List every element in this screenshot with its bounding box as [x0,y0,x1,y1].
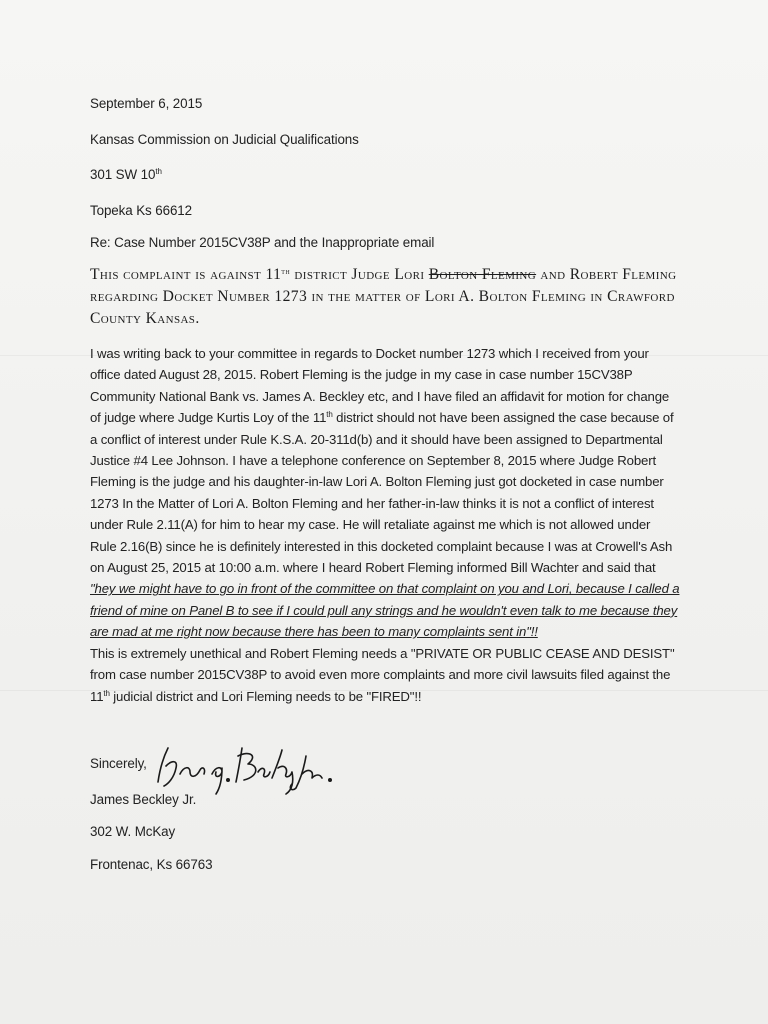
body1-text-b: district should not have been assigned the case because of a conflict of interest under Rule K.S.A. 20-311d(b) and it should have been assigned to Departmental Justice #4 Lee Johnson. I have a telephone conference on September 8, 2015 where Judge Robert Fleming is the judge and his daughter-in-law Lori A. Bolton Fleming just got docketed in case number 1273 In the Matter of Lori A. Bolton Fleming and her father-in-law thinks it is not a conflict of interest under Rule 2.11(A) for him to hear my case. He will retaliate against me which is not allowed under Rule 2.16(B) since he is definitely interested in this docketed complaint because I was at Crowell's Ash on August 25, 2015 at 10:00 a.m. where I heard Robert Fleming informed Bill Wachter and said that [90,410,674,576]
heading-sup: th [281,267,291,276]
letter-date: September 6, 2015 [90,96,203,111]
handwritten-signature [146,738,346,798]
sender-name: James Beckley Jr. [90,792,197,807]
recipient-street-sup: th [155,167,162,176]
closing: Sincerely, [90,756,147,771]
heading-part2: district Judge Lori [290,266,429,283]
sender-city: Frontenac, Ks 66763 [90,857,213,872]
complaint-heading [90,264,690,330]
body-paragraph-2 [90,643,680,707]
subject-line: Re: Case Number 2015CV38P and the Inappropriate email [90,235,435,250]
recipient-street [90,167,162,182]
sender-street: 302 W. McKay [90,824,176,839]
heading-part1: This complaint is against 11 [90,266,282,283]
body2-text-a: This is extremely unethical and Robert Fleming needs a "PRIVATE OR PUBLIC CEASE AND DESIST" from case number 2015CV38P to avoid even more complaints and more civil lawsuits filed against the 11 [90,646,675,704]
quoted-statement: "hey we might have to go in front of the committee on that complaint on you and Lori, because I called a friend of mine on Panel B to see if I could pull any strings and he wouldn't even talk to me because they are mad at me right now because there has been to many complaints sent in"!! [90,581,680,640]
body2-text-b: judicial district and Lori Fleming needs to be "FIRED"!! [109,688,422,704]
recipient-city: Topeka Ks 66612 [90,203,192,218]
recipient-name: Kansas Commission on Judicial Qualifications [90,132,359,147]
body1-text-a: I was writing back to your committee in regards to Docket number 1273 which I received from your office dated August 28, 2015. Robert Fleming is the judge in my case in case number 15CV38P Community National Bank vs. James A. Beckley etc, and I have filed an affidavit for motion for change of judge where Judge Kurtis Loy of the 11 [90,346,670,426]
heading-part3: and Robert Fleming regarding Docket Number 1273 in the matter of Lori A. Bolton Fleming in Crawford County Kansas. [90,266,677,327]
body-paragraph-1 [90,343,680,643]
body2-sup: th [103,688,110,698]
recipient-street-text: 301 SW 10 [90,167,156,182]
heading-struck-text: Bolton Fleming [428,266,537,283]
body1-sup: th [326,410,333,420]
